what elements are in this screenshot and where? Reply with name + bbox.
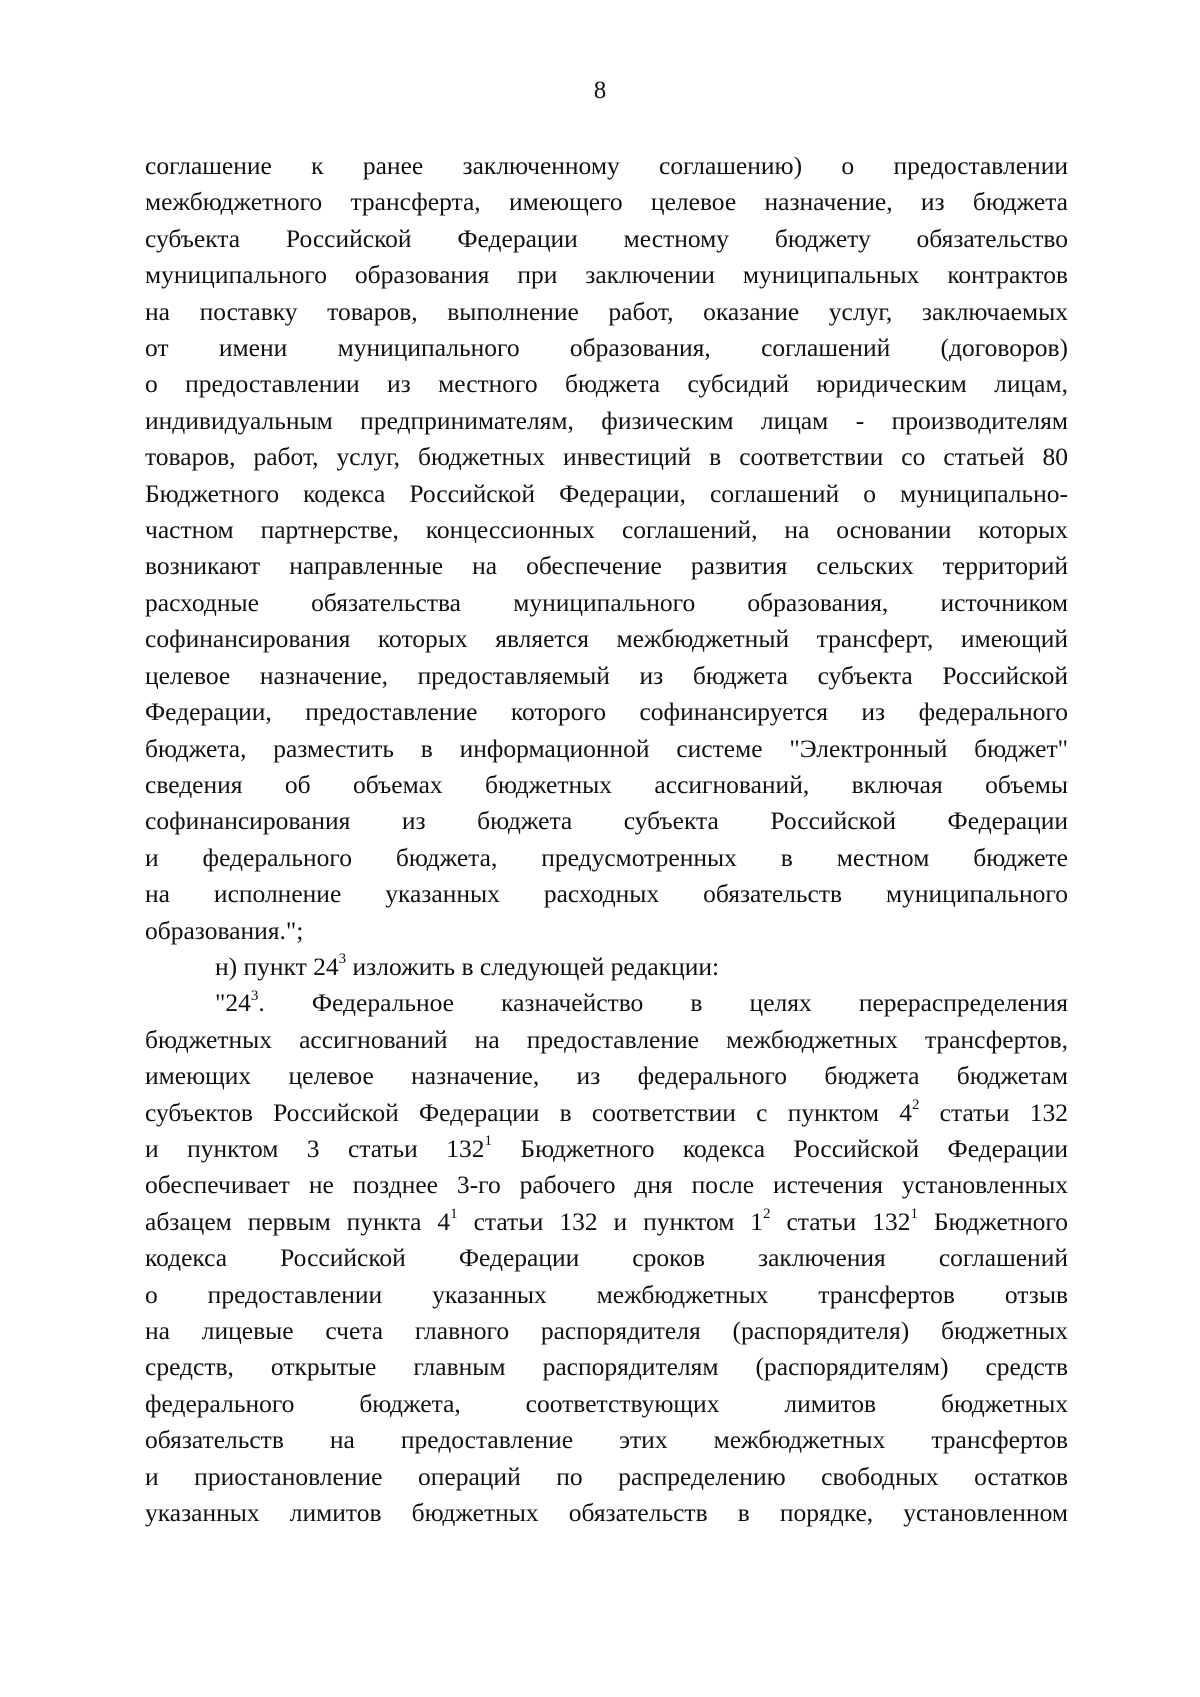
text-line: субъекта Российской Федерации местному бюджету обязательство bbox=[145, 223, 1068, 253]
text-line: и пунктом 3 статьи $132^1$ Бюджетного кодекса Российской Федерации bbox=[145, 1133, 1068, 1163]
superscript: 1 bbox=[484, 1133, 492, 1150]
text-line: индивидуальным предпринимателям, физическим лицам - производителям bbox=[145, 405, 1068, 435]
text-line: бюджета, разместить в информационной системе "Электронный бюджет" bbox=[145, 733, 1068, 763]
text-line: бюджетных ассигнований на предоставление межбюджетных трансфертов, bbox=[145, 1024, 1068, 1054]
document-body bbox=[145, 148, 1068, 1531]
text-line: о предоставлении указанных межбюджетных трансфертов отзыв bbox=[145, 1279, 1068, 1309]
superscript: 2 bbox=[763, 1206, 771, 1223]
paragraph-continuation bbox=[145, 148, 1068, 949]
item-n-text-after: изложить в следующей редакции: bbox=[346, 951, 720, 981]
text-line: и приостановление операций по распределению свободных остатков bbox=[145, 1461, 1068, 1491]
text-line: абзацем первым пункта $4^1$ статьи 132 и пунктом $1^2$ статьи $132^1$ Бюджетного bbox=[145, 1206, 1068, 1236]
superscript: 3 bbox=[338, 951, 347, 968]
text-line: и федерального бюджета, предусмотренных в местном бюджете bbox=[145, 842, 1068, 872]
text-line: обеспечивает не позднее 3-го рабочего дня после истечения установленных bbox=[145, 1170, 1068, 1200]
page-number: 8 bbox=[593, 77, 607, 104]
superscript: 1 bbox=[450, 1206, 458, 1223]
superscript: 3 bbox=[250, 987, 259, 1004]
text-line: Федерации, предоставление которого софинансируется из федерального bbox=[145, 697, 1068, 727]
text-line: на поставку товаров, выполнение работ, оказание услуг, заключаемых bbox=[145, 296, 1068, 326]
text-line: указанных лимитов бюджетных обязательств в порядке, установленном bbox=[145, 1498, 1068, 1528]
text-line: целевое назначение, предоставляемый из бюджета субъекта Российской bbox=[145, 660, 1068, 690]
text-line: софинансирования которых является межбюджетный трансферт, имеющий bbox=[145, 624, 1068, 654]
text-line: соглашение к ранее заключенному соглашению) о предоставлении bbox=[145, 151, 1068, 180]
text-line: средств, открытые главным распорядителям (распорядителям) средств bbox=[145, 1352, 1068, 1382]
text-line: сведения об объемах бюджетных ассигнований, включая объемы bbox=[145, 769, 1068, 799]
text-line: на исполнение указанных расходных обязательств муниципального bbox=[145, 879, 1068, 909]
text-line: частном партнерстве, концессионных соглашений, на основании которых bbox=[145, 515, 1068, 545]
text-line: федерального бюджета, соответствующих лимитов бюджетных bbox=[145, 1388, 1068, 1418]
text-line: от имени муниципального образования, соглашений (договоров) bbox=[145, 333, 1068, 363]
text-line: на лицевые счета главного распорядителя (распорядителя) бюджетных bbox=[145, 1316, 1068, 1345]
text-line: кодекса Российской Федерации сроков заключения соглашений bbox=[145, 1243, 1068, 1273]
text-line: обязательств на предоставление этих межбюджетных трансфертов bbox=[145, 1425, 1068, 1455]
paragraph-item-n bbox=[145, 949, 1068, 985]
text-line: расходные обязательства муниципального образования, источником bbox=[145, 587, 1068, 617]
item-n-text-before: н) пункт 24 bbox=[215, 951, 339, 981]
text-line: софинансирования из бюджета субъекта Российской Федерации bbox=[145, 806, 1068, 836]
text-line: межбюджетного трансферта, имеющего целевое назначение, из бюджета bbox=[145, 187, 1068, 217]
paragraph-item-24-3 bbox=[145, 985, 1068, 1531]
superscript: 1 bbox=[910, 1206, 918, 1223]
superscript: 2 bbox=[911, 1097, 920, 1114]
text-line: субъектов Российской Федерации в соответствии с пунктом $4^2$ статьи 132 bbox=[145, 1097, 1068, 1127]
text-line: муниципального образования при заключении муниципальных контрактов bbox=[145, 260, 1068, 290]
text-line: Бюджетного кодекса Российской Федерации, соглашений о муниципально- bbox=[145, 478, 1068, 508]
text-line: товаров, работ, услуг, бюджетных инвестиций в соответствии со статьей 80 bbox=[145, 442, 1068, 472]
text-line: о предоставлении из местного бюджета субсидий юридическим лицам, bbox=[145, 369, 1068, 399]
text-line: возникают направленные на обеспечение развития сельских территорий bbox=[145, 551, 1068, 581]
text-line: "$24^3$. Федеральное казначейство в целях перераспределения bbox=[215, 987, 1068, 1018]
text-line: образования."; bbox=[145, 915, 304, 945]
text-line: имеющих целевое назначение, из федерального бюджета бюджетам bbox=[145, 1061, 1068, 1091]
